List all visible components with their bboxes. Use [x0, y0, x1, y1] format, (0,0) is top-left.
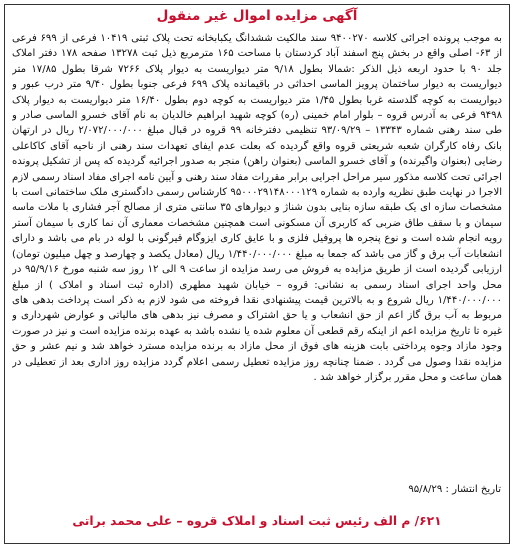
auction-notice: [4, 4, 510, 544]
publication-date-value: ۹۵/۸/۲۹: [408, 484, 443, 495]
notice-body: به موجب پرونده اجرائی کلاسه ۹۴۰۰۲۷۰ سند مالکیت ششدانگ یکبابخانه تحت پلاک ثبتی ۱۰۴۱۹ فرعی از ۶۹۹ فرعی از ۶۳- اصلی واقع در بخش پنج اسفند آباد کردستان با مساحت ۱۶۵ مترمربع ذیل ثبت ۱۳۲۷۸ صفحه ۱۷۸ دفتر املاک جلد ۹۰ با حدود اربعه ذیل الذکر :شمالا بطول ۹/۱۸ متر دیواریست به دیوار پلاک ۷۲۶۶ شرقا بطول ۱۷/۸۵ متر دیواریست به دیوار ساختمان پرویز الماسی احداثی در باقیمانده پلاک ۶۹۹ فرعی جنوبا بطول ۹/۴۰ متر درب عبور و دیواریست به کوچه گلدسته غربا بطول ۱/۴۵ متر دیواریست به کوچه دوم بطول ۱۶/۴۰ متر دیواریست به دیوار پلاک ۹۴۹۸ فرعی به آدرس قروه – بلوار امام خمینی (ره) کوچه شهید ابراهیم خالدیان به نام آقای خسرو الماسی صادر و طی سند رهنی شماره ۱۳۳۴۳ – ۹۳/۰۹/۲۹ تنظیمی دفترخانه ۹۹ قروه در قبال مبلغ ۲/۰۷۲/۰۰۰/۰۰۰ ریال در ارتهان بانک رفاه کارگران شعبه شریعتی قروه واقع گردیده که بعلت عدم ایفای تعهدات سند رهنی از ناحیه آقای کاکاعلی رضایی (بعنوان واگیرنده) و آقای خسرو الماسی (بعنوان راهن) منجر به صدور اجرائیه گردیده که پس از تشکیل پرونده اجرائی تحت کلاسه مذکور سیر مراحل اجرایی برابر مقررات مفاد سند رهنی و آیین نامه اجرای مفاد اسناد رسمی لازم الاجرا در نهایت طبق نظریه وارده به شماره ۹۵۰۰۰۲۹۱۴۸۰۰۰۱۲۹ کارشناس رسمی دادگستری ملک ساختمانی است با مشخصات سازه ای یک طبقه سازه بنایی بدون شناژ و دیوارهای ۳۵ سانتی متری از مصالح آجر فشاری با ملات ماسه سیمان و با سقف طاق ضربی که کاربری آن مسکونی است همچنین مشخصات معماری آن نما کاری با سیمان آستر رویه انجام شده است و نوع پنجره ها پروفیل فلزی و با عایق کاری ایزوگام قیرگونی با لوله در بام می باشد و دارای انشعابات آب برق و گاز می باشد که جمعا به مبلغ ۱/۴۴۰/۰۰۰/۰۰۰ ریال (معادل یکصد و چهارصد و چهل میلیون تومان) ارزیابی گردیده است از طریق مزایده به فروش می رسد مزایده از ساعت ۹ الی ۱۲ روز سه شنبه مورخ ۹۵/۹/۱۶ در محل واحد اجرای اسناد رسمی به نشانی: قروه – خیابان شهید مطهری (اداره ثبت اسناد و املاک ) از مبلغ ۱/۴۴۰/۰۰۰/۰۰۰ ریال شروع و به بالاترین قیمت پیشنهادی نقدا فروخته می شود لازم به ذکر است پرداخت بدهی های مربوط به آب برق گاز اعم از حق انشعاب و یا حق اشتراک و مصرف نیز بدهی های مالیاتی و عوارض شهرداری و غیره تا تاریخ مزایده اعم از اینکه رقم قطعی آن معلوم شده یا نشده باشد به عهده برنده مزایده است و نیز در صورت وجود مازاد وجوه پرداختی بابت هزینه های فوق از محل مازاد به برنده مزایده مسترد خواهد شد و نیم عشر و حق مزایده نقدا وصول می گردد . ضمنا چنانچه روز مزایده تعطیل رسمی اعلام گردد مزایده روز اداری بعد از تعطیلی در همان ساعت و محل مقرر برگزار خواهد شد .: [12, 33, 502, 383]
notice-title: آگهی مزایده اموال غیر منقول: [156, 8, 358, 24]
publication-date-line: [13, 484, 501, 495]
publication-date-label: تاریخ انتشار :: [445, 484, 501, 495]
notice-signature: ۶۲۱/ م الف رئیس ثبت اسناد و املاک قروه – علی محمد براتی: [72, 514, 442, 528]
